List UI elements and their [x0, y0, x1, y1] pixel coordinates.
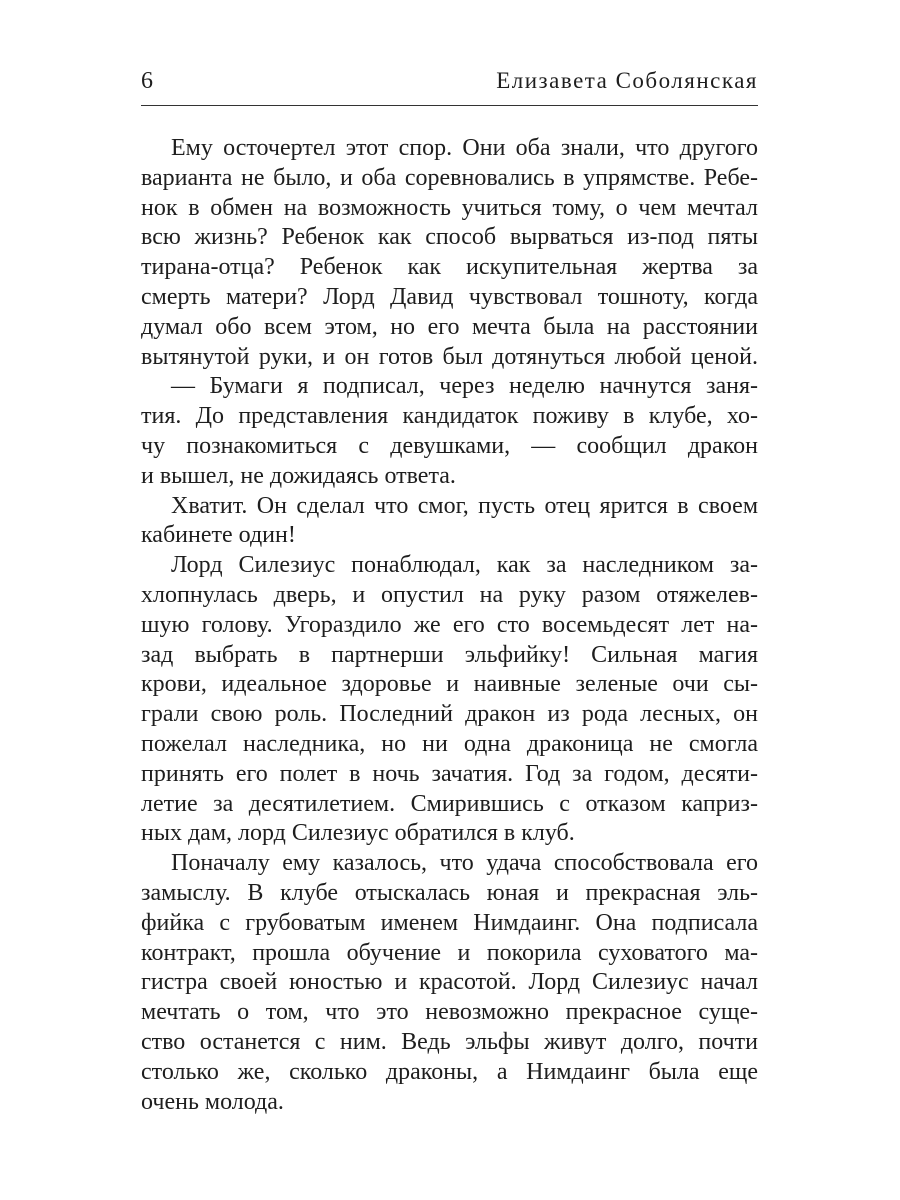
- text-line: очень молода.: [141, 1088, 284, 1115]
- text-line: грали свою роль. Последний дракон из рода лесных, он: [141, 701, 758, 728]
- page-body-text: [141, 134, 758, 1117]
- text-line: смерть матери? Лорд Давид чувствовал тошноту, когда: [141, 283, 758, 310]
- text-line: — Бумаги я подписал, через неделю начнутся заня-: [171, 373, 758, 400]
- running-header: [141, 68, 758, 98]
- text-line: нок в обмен на возможность учиться тому, о чем мечтал: [141, 194, 758, 221]
- text-line: фийка с грубоватым именем Нимдаинг. Она подписала: [141, 909, 758, 936]
- text-line: тирана-отца? Ребенок как искупительная жертва за: [141, 254, 758, 281]
- paragraph: [141, 492, 758, 552]
- text-line: кабинете один!: [141, 522, 296, 549]
- text-line: столько же, сколько драконы, а Нимдаинг была еще: [141, 1058, 758, 1085]
- text-line: шую голову. Угораздило же его сто восемьдесят лет на-: [141, 611, 758, 638]
- text-line: вытянутой руки, и он готов был дотянуться любой ценой.: [141, 343, 758, 370]
- text-line: ство останется с ним. Ведь эльфы живут долго, почти: [141, 1028, 758, 1055]
- text-line: Поначалу ему казалось, что удача способствовала его: [171, 850, 758, 877]
- text-line: Хватит. Он сделал что смог, пусть отец ярится в своем: [171, 492, 758, 519]
- text-line: замыслу. В клубе отыскалась юная и прекрасная эль-: [141, 879, 758, 906]
- text-line: хлопнулась дверь, и опустил на руку разом отяжелев-: [141, 581, 758, 608]
- paragraph: [141, 849, 758, 1117]
- text-line: чу познакомиться с девушками, — сообщил дракон: [141, 432, 758, 459]
- text-line: ных дам, лорд Силезиус обратился в клуб.: [141, 820, 575, 847]
- text-line: тия. До представления кандидаток поживу в клубе, хо-: [141, 403, 758, 430]
- text-line: крови, идеальное здоровье и наивные зеленые очи сы-: [141, 671, 758, 698]
- text-line: варианта не было, и оба соревновались в упрямстве. Ребе-: [141, 164, 758, 191]
- text-line: Ему осточертел этот спор. Они оба знали, что другого: [171, 135, 758, 161]
- paragraph: [141, 134, 758, 372]
- text-line: принять его полет в ночь зачатия. Год за годом, десяти-: [141, 760, 758, 787]
- text-line: думал обо всем этом, но его мечта была на расстоянии: [141, 313, 758, 340]
- text-line: всю жизнь? Ребенок как способ вырваться из-под пяты: [141, 224, 758, 251]
- text-line: летие за десятилетием. Смирившись с отказом каприз-: [141, 790, 758, 817]
- text-line: и вышел, не дожидаясь ответа.: [141, 462, 456, 489]
- page-number: 6: [141, 68, 153, 94]
- text-line: мечтать о том, что это невозможно прекрасное суще-: [141, 999, 758, 1026]
- text-line: пожелал наследника, но ни одна драконица не смогла: [141, 730, 758, 757]
- text-line: гистра своей юностью и красотой. Лорд Силезиус начал: [141, 969, 758, 996]
- paragraph: [141, 551, 758, 849]
- text-line: Лорд Силезиус понаблюдал, как за наследником за-: [171, 552, 758, 579]
- text-line: зад выбрать в партнерши эльфийку! Сильная магия: [141, 641, 758, 668]
- running-header-author: Елизавета Соболянская: [496, 68, 758, 93]
- paragraph: [141, 372, 758, 491]
- text-line: контракт, прошла обучение и покорила суховатого ма-: [141, 939, 758, 966]
- header-rule: [141, 105, 758, 106]
